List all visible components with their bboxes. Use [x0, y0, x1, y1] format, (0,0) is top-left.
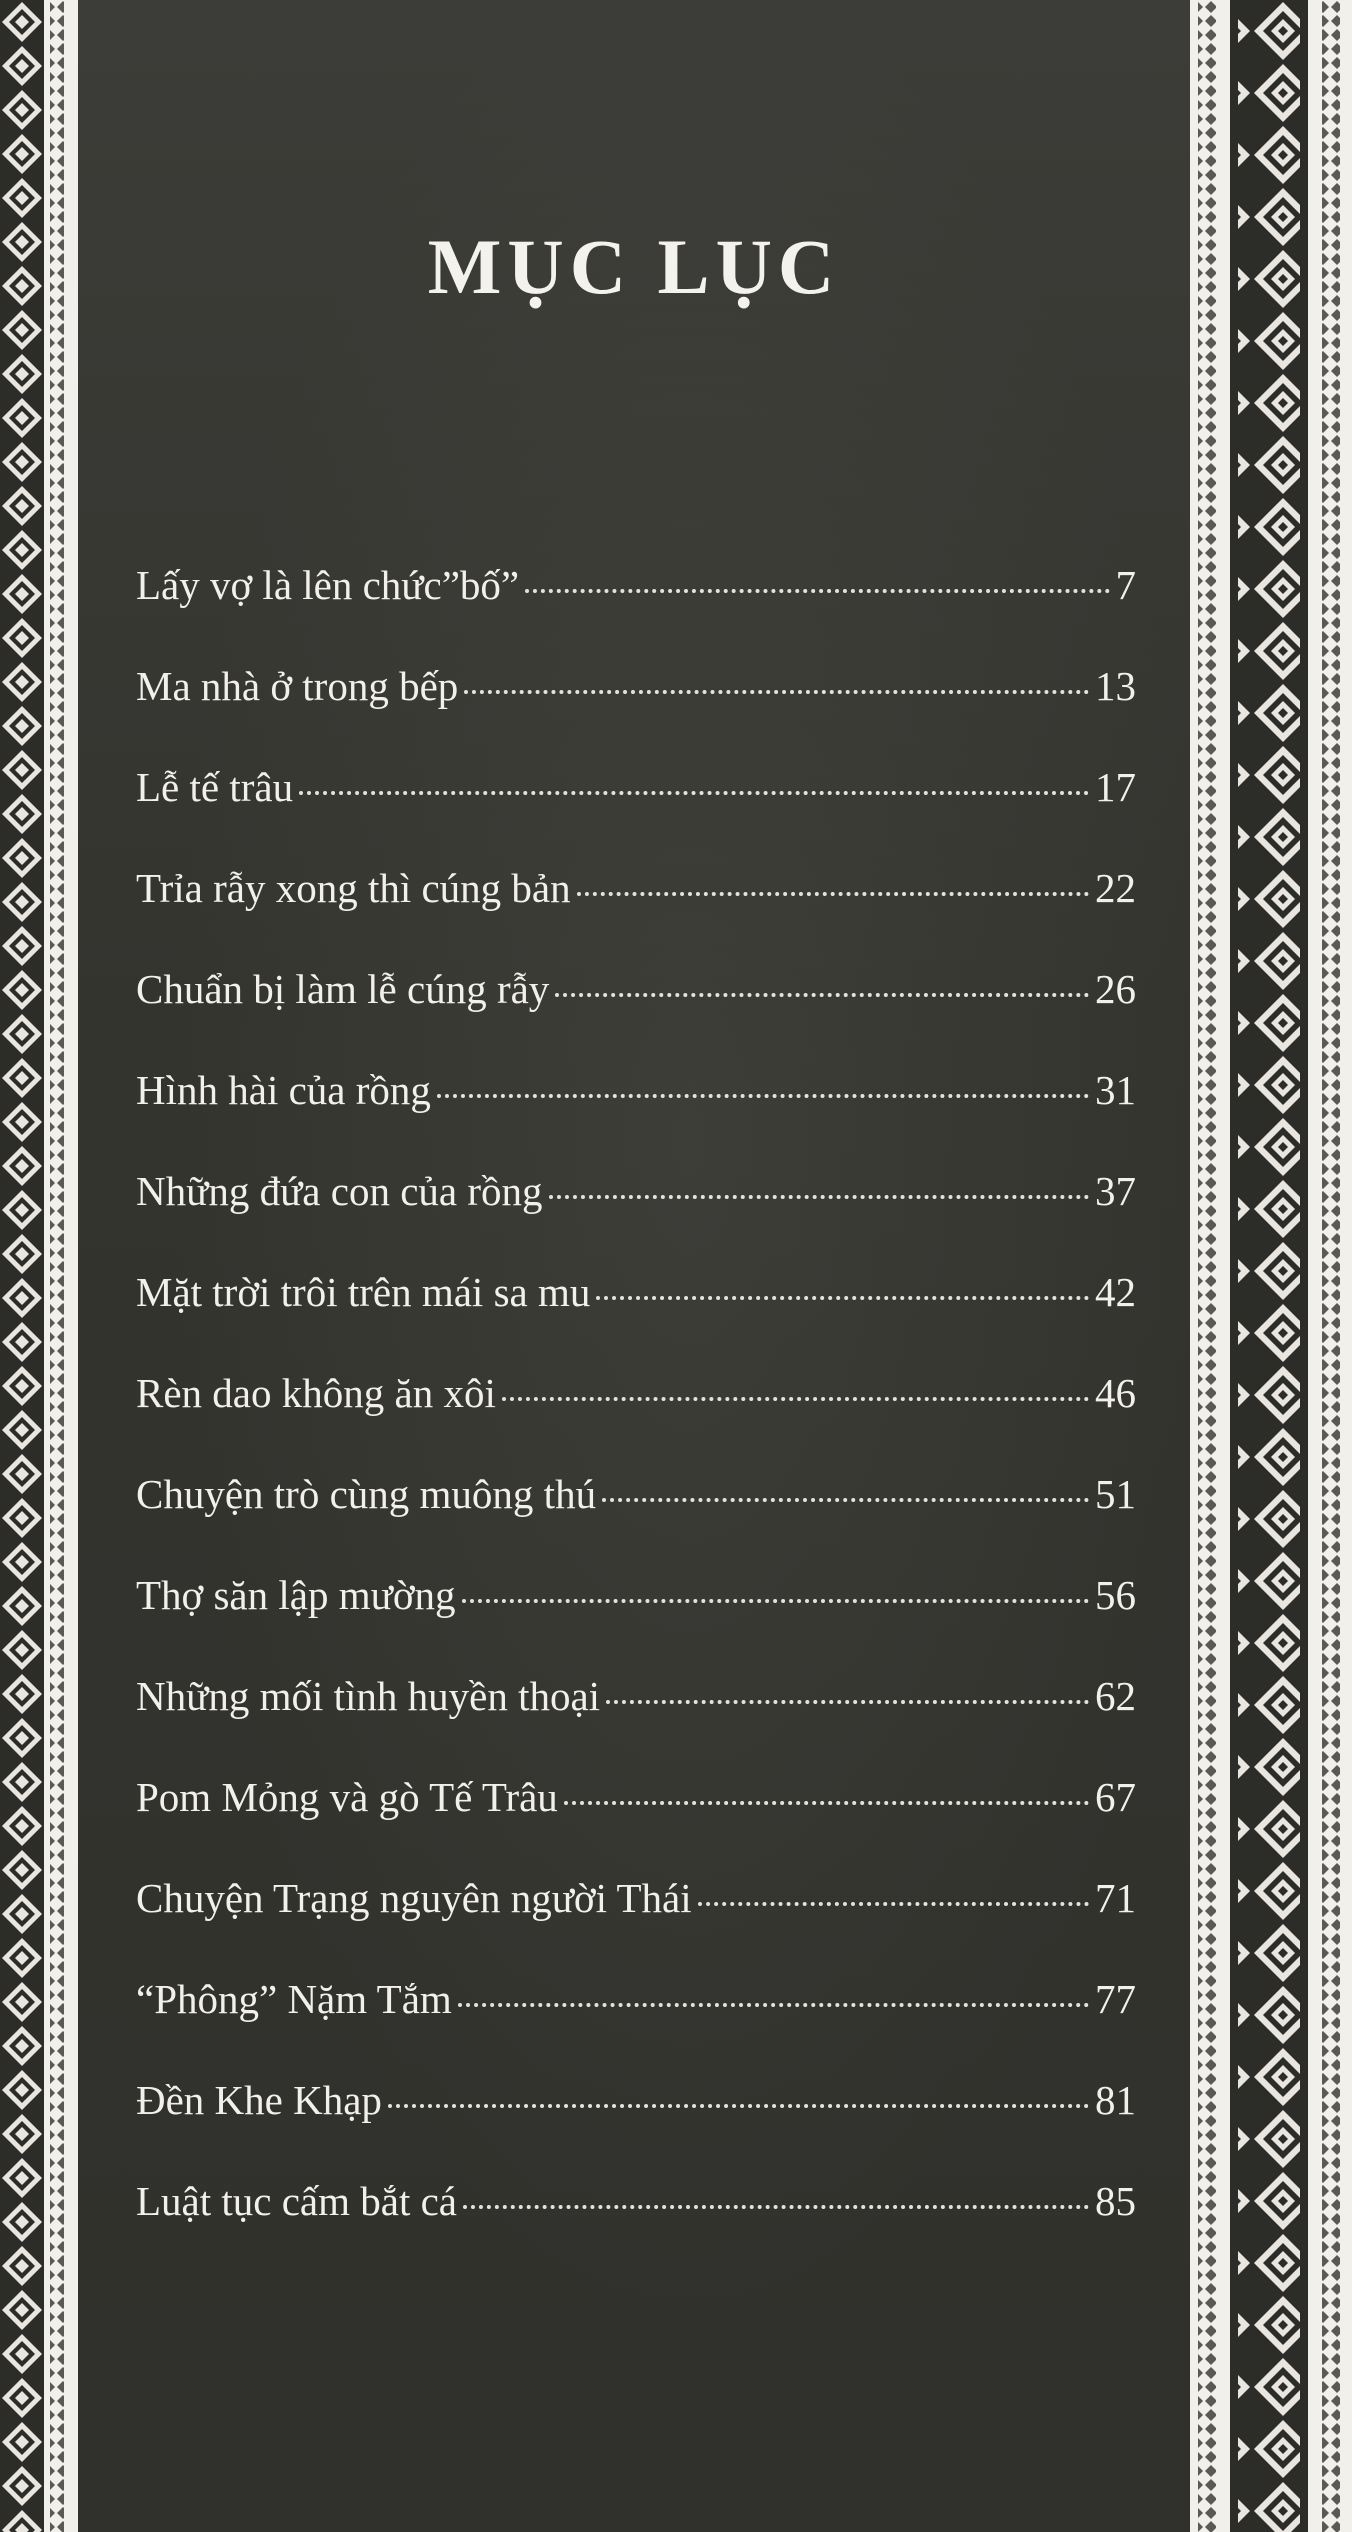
toc-page-number: 26: [1095, 966, 1136, 1012]
toc-entry: [136, 555, 1136, 656]
toc-entry: [136, 1969, 1136, 2070]
toc-page-number: 37: [1095, 1168, 1136, 1214]
toc-entry-title: Mặt trời trôi trên mái sa mu: [136, 1269, 591, 1315]
dot-leader: [606, 1700, 1089, 1704]
page-title: MỤC LỤC: [427, 223, 841, 310]
toc-entry: [136, 757, 1136, 858]
dot-leader: [437, 1094, 1089, 1098]
toc-entry: [136, 1363, 1136, 1464]
toc-entry-title: Hình hài của rồng: [136, 1067, 431, 1113]
table-of-contents: [136, 555, 1136, 2272]
toc-entry: [136, 2171, 1136, 2272]
dot-leader: [602, 1498, 1089, 1502]
dot-leader: [299, 791, 1089, 795]
toc-entry-title: Lễ tế trâu: [136, 764, 294, 810]
decorative-border-right: [1190, 0, 1352, 2532]
toc-page-number: 85: [1095, 2178, 1136, 2224]
diamond-pattern-right: [1190, 0, 1352, 2532]
toc-entry: [136, 1060, 1136, 1161]
contents-panel: [78, 0, 1190, 2532]
toc-page-number: 56: [1095, 1572, 1136, 1618]
toc-entry-title: “Phông” Nặm Tắm: [136, 1976, 452, 2022]
toc-page-number: 51: [1095, 1471, 1136, 1517]
toc-entry-title: Pom Mỏng và gò Tế Trâu: [136, 1774, 558, 1820]
toc-page-number: 67: [1095, 1774, 1136, 1820]
dot-leader: [462, 1599, 1089, 1603]
toc-page-number: 31: [1095, 1067, 1136, 1113]
toc-page-number: 17: [1095, 764, 1136, 810]
dot-leader: [698, 1902, 1089, 1906]
dot-leader: [555, 993, 1089, 997]
toc-entry: [136, 1161, 1136, 1262]
toc-entry: [136, 959, 1136, 1060]
dot-leader: [502, 1397, 1089, 1401]
dot-leader: [564, 1801, 1089, 1805]
dot-leader: [596, 1296, 1089, 1300]
toc-entry-title: Ma nhà ở trong bếp: [136, 663, 459, 709]
dot-leader: [577, 892, 1089, 896]
toc-page-number: 22: [1095, 865, 1136, 911]
toc-entry-title: Những mối tình huyền thoại: [136, 1673, 601, 1719]
toc-entry: [136, 1262, 1136, 1363]
dot-leader: [458, 2003, 1089, 2007]
toc-page-number: 13: [1095, 663, 1136, 709]
toc-page-number: 77: [1095, 1976, 1136, 2022]
toc-page-number: 71: [1095, 1875, 1136, 1921]
toc-entry-title: Đền Khe Khạp: [136, 2077, 382, 2123]
decorative-border-left: [0, 0, 78, 2532]
dot-leader: [463, 2205, 1089, 2209]
toc-page-number: 62: [1095, 1673, 1136, 1719]
toc-entry-title: Thợ săn lập mường: [136, 1572, 456, 1618]
toc-entry: [136, 1868, 1136, 1969]
dot-leader: [388, 2104, 1089, 2108]
diamond-pattern-left: [0, 0, 78, 2532]
toc-entry-title: Những đứa con của rồng: [136, 1168, 543, 1214]
toc-page-number: 81: [1095, 2077, 1136, 2123]
dot-leader: [464, 690, 1089, 694]
toc-entry-title: Rèn dao không ăn xôi: [136, 1370, 496, 1416]
dot-leader: [549, 1195, 1090, 1199]
toc-page-number: 46: [1095, 1370, 1136, 1416]
toc-page-number: 42: [1095, 1269, 1136, 1315]
toc-entry-title: Trỉa rẫy xong thì cúng bản: [136, 865, 571, 911]
toc-entry: [136, 656, 1136, 757]
toc-entry: [136, 858, 1136, 959]
toc-entry-title: Chuyện trò cùng muông thú: [136, 1471, 597, 1517]
toc-entry: [136, 1464, 1136, 1565]
toc-entry: [136, 2070, 1136, 2171]
toc-entry-title: Chuẩn bị làm lễ cúng rẫy: [136, 966, 550, 1012]
toc-page-number: 7: [1115, 562, 1136, 608]
toc-entry: [136, 1666, 1136, 1767]
toc-entry: [136, 1565, 1136, 1666]
toc-entry-title: Lấy vợ là lên chức”bố”: [136, 562, 520, 608]
dot-leader: [525, 589, 1109, 593]
toc-entry: [136, 1767, 1136, 1868]
toc-entry-title: Luật tục cấm bắt cá: [136, 2178, 457, 2224]
toc-entry-title: Chuyện Trạng nguyên người Thái: [136, 1875, 692, 1921]
